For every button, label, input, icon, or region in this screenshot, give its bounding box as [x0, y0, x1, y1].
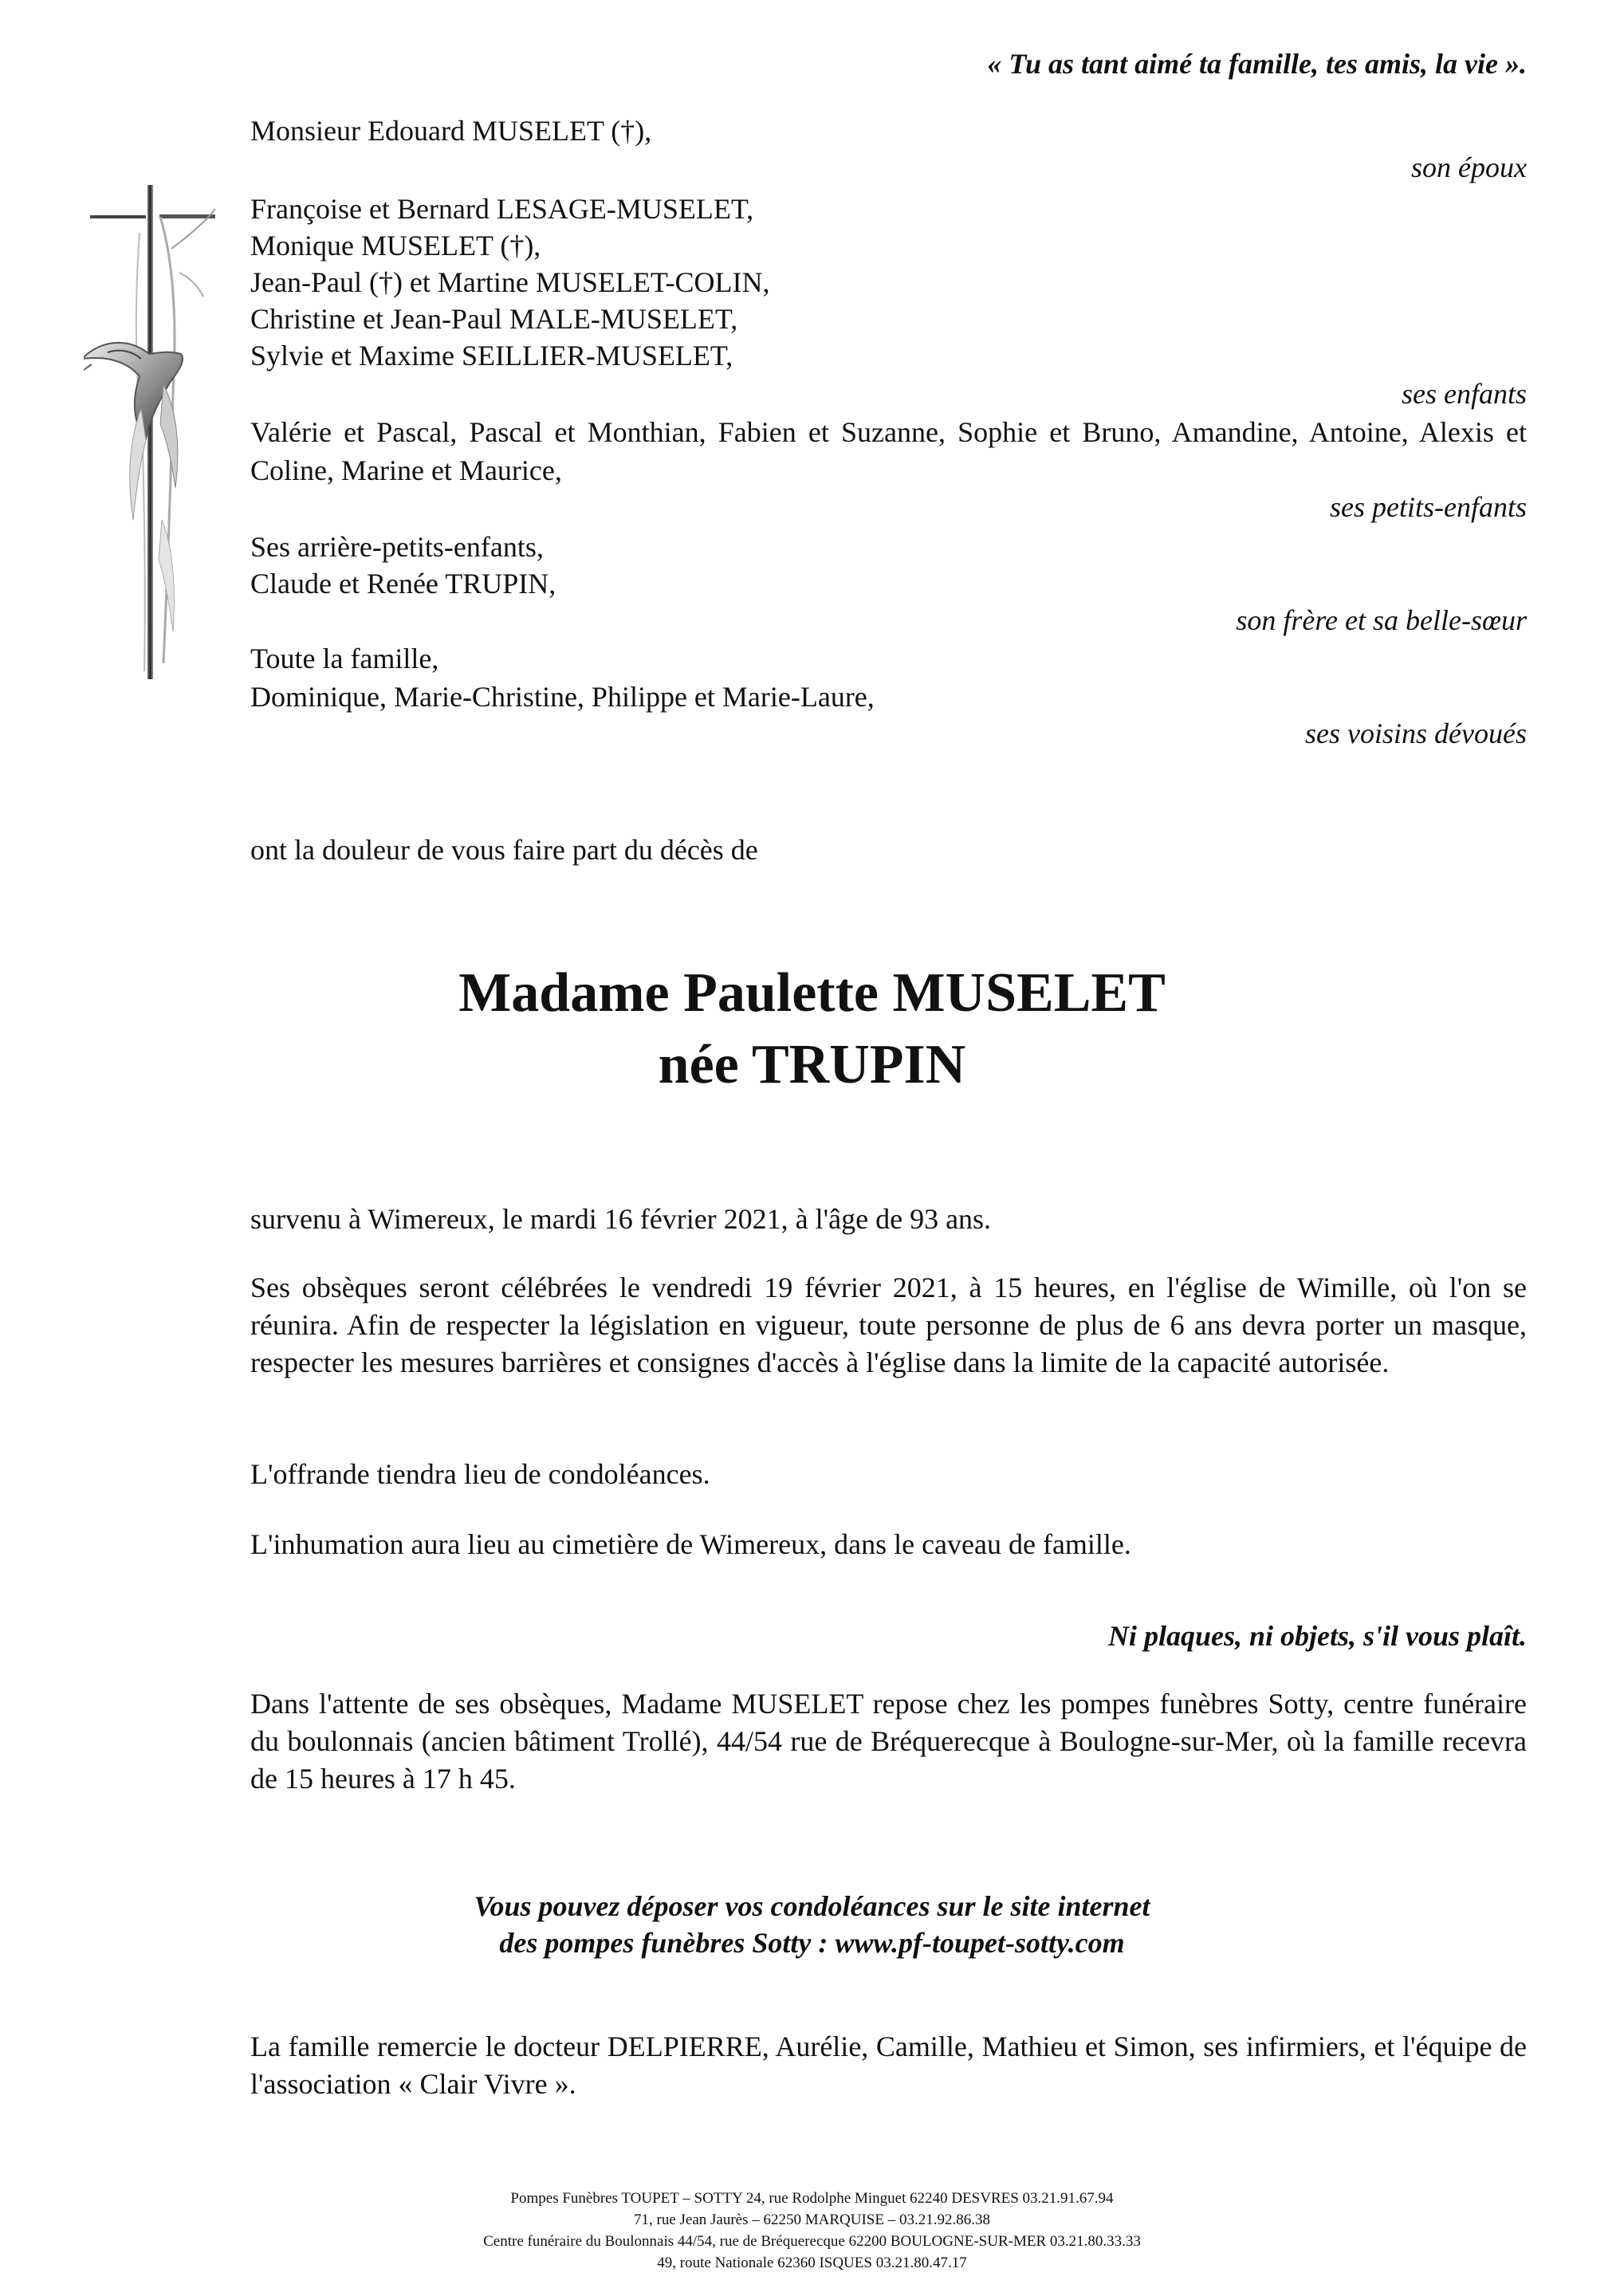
neighbours-role: ses voisins dévoués: [1305, 718, 1527, 749]
child-line: Monique MUSELET (†),: [250, 230, 541, 261]
grandchildren-names: Valérie et Pascal, Pascal et Monthian, Fabien et Suzanne, Sophie et Bruno, Amandine, Antoine, Alexis et Coline, Marine et Maurice,: [250, 416, 1527, 486]
thanks-note: La famille remercie le docteur DELPIERRE, Aurélie, Camille, Mathieu et Simon, ses infirmiers, et l'équipe de l'association « Clair Vivre ».: [250, 2031, 1527, 2100]
child-line: Sylvie et Maxime SEILLIER-MUSELET,: [250, 340, 733, 372]
death-info: survenu à Wimereux, le mardi 16 février 2021, à l'âge de 93 ans.: [250, 1203, 992, 1235]
deceased-maiden-name: née TRUPIN: [658, 1034, 966, 1095]
child-line: Françoise et Bernard LESAGE-MUSELET,: [250, 193, 754, 225]
condolences-line: Vous pouvez déposer vos condoléances sur le site internet: [474, 1890, 1150, 1922]
deceased-name: Madame Paulette MUSELET: [458, 962, 1166, 1024]
no-flowers-note: Ni plaques, ni objets, s'il vous plaît.: [1107, 1620, 1527, 1652]
family-all: Toute la famille,: [250, 643, 439, 674]
viewing-details: Dans l'attente de ses obsèques, Madame MUSELET repose chez les pompes funèbres Sotty, centre funéraire du boulonnais (ancien bâtiment Trollé), 44/54 rue de Bréquerecque à Boulogne-sur-Mer, où la famille recevra de 15 heures à 17 h 45.: [250, 1688, 1527, 1795]
spouse-name: Monsieur Edouard MUSELET (†),: [250, 115, 652, 147]
grandchildren-role: ses petits-enfants: [1330, 491, 1527, 523]
footer-line: 49, route Nationale 62360 ISQUES 03.21.80.47.17: [657, 2255, 967, 2271]
child-line: Jean-Paul (†) et Martine MUSELET-COLIN,: [250, 266, 770, 298]
footer-line: Centre funéraire du Boulonnais 44/54, rue de Bréquerecque 62200 BOULOGNE-SUR-MER 03.21.80.33.33: [483, 2233, 1141, 2250]
funeral-details: Ses obsèques seront célébrées le vendredi 19 février 2021, à 15 heures, en l'église de Wimille, où l'on se réunira. Afin de respecter la législation en vigueur, toute personne de plus de 6 ans devra porter un masque, respecter les mesures barrières et consignes d'accès à l'église dans la limite de la capacité autorisée.: [250, 1272, 1527, 1378]
siblings-role: son frère et sa belle-sœur: [1236, 604, 1527, 636]
neighbours-name: Dominique, Marie-Christine, Philippe et Marie-Laure,: [250, 681, 875, 713]
footer-line: 71, rue Jean Jaurès – 62250 MARQUISE – 03.21.92.86.38: [634, 2211, 990, 2228]
announcement: ont la douleur de vous faire part du décès de: [250, 834, 758, 866]
epigraph: « Tu as tant aimé ta famille, tes amis, la vie ».: [987, 48, 1527, 80]
cross-with-lily-icon: [84, 185, 223, 687]
spouse-role: son époux: [1411, 151, 1527, 183]
child-line: Christine et Jean-Paul MALE-MUSELET,: [250, 303, 738, 335]
footer-line: Pompes Funèbres TOUPET – SOTTY 24, rue Rodolphe Minguet 62240 DESVRES 03.21.91.67.94: [510, 2190, 1114, 2207]
great-grandchildren: Ses arrière-petits-enfants,: [250, 531, 544, 563]
condolences-line: des pompes funèbres Sotty : www.pf-toupet-sotty.com: [499, 1927, 1125, 1959]
siblings-name: Claude et Renée TRUPIN,: [250, 568, 556, 600]
children-role: ses enfants: [1402, 378, 1527, 410]
burial-note: L'inhumation aura lieu au cimetière de Wimereux, dans le caveau de famille.: [250, 1528, 1131, 1560]
offering-note: L'offrande tiendra lieu de condoléances.: [250, 1458, 710, 1490]
